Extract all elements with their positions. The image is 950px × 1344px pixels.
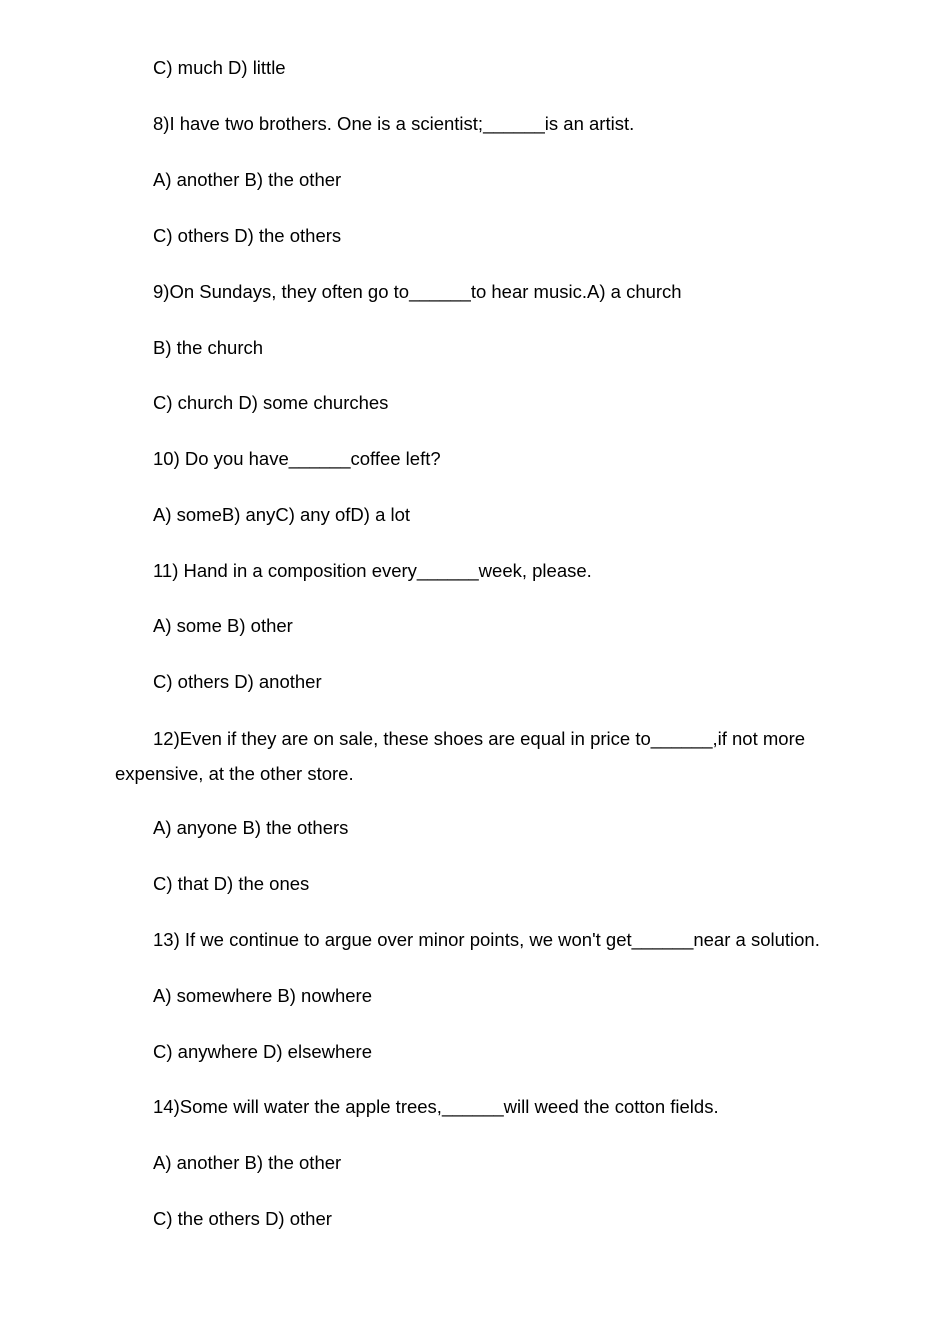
q11-question: 11) Hand in a composition every______week, please. bbox=[153, 560, 592, 581]
q12-options-ab: A) anyone B) the others bbox=[153, 817, 349, 838]
q7-options-cd: C) much D) little bbox=[153, 57, 286, 78]
q13-options-ab: A) somewhere B) nowhere bbox=[153, 985, 373, 1006]
q14-options-cd: C) the others D) other bbox=[153, 1208, 332, 1229]
q14-options-ab: A) another B) the other bbox=[153, 1152, 342, 1173]
q9-options-cd: C) church D) some churches bbox=[153, 392, 389, 413]
q11-options-ab: A) some B) other bbox=[153, 615, 293, 636]
q9-option-b: B) the church bbox=[153, 337, 264, 358]
q14-question: 14)Some will water the apple trees,______will weed the cotton fields. bbox=[153, 1096, 719, 1117]
q8-options-cd: C) others D) the others bbox=[153, 225, 342, 246]
q10-question: 10) Do you have______coffee left? bbox=[153, 448, 441, 469]
q8-options-ab: A) another B) the other bbox=[153, 169, 342, 190]
q11-options-cd: C) others D) another bbox=[153, 671, 322, 692]
q9-question: 9)On Sundays, they often go to______to hear music.A) a church bbox=[153, 281, 682, 302]
q13-question: 13) If we continue to argue over minor points, we won't get______near a solution. bbox=[153, 929, 820, 950]
q8-question: 8)I have two brothers. One is a scientist;______is an artist. bbox=[153, 113, 635, 134]
q10-options: A) someB) anyC) any ofD) a lot bbox=[153, 504, 411, 525]
q12-question: 12)Even if they are on sale, these shoes are equal in price to______,if not more expensive, at the other store. bbox=[115, 728, 806, 784]
q13-options-cd: C) anywhere D) elsewhere bbox=[153, 1041, 373, 1062]
q12-options-cd: C) that D) the ones bbox=[153, 873, 310, 894]
